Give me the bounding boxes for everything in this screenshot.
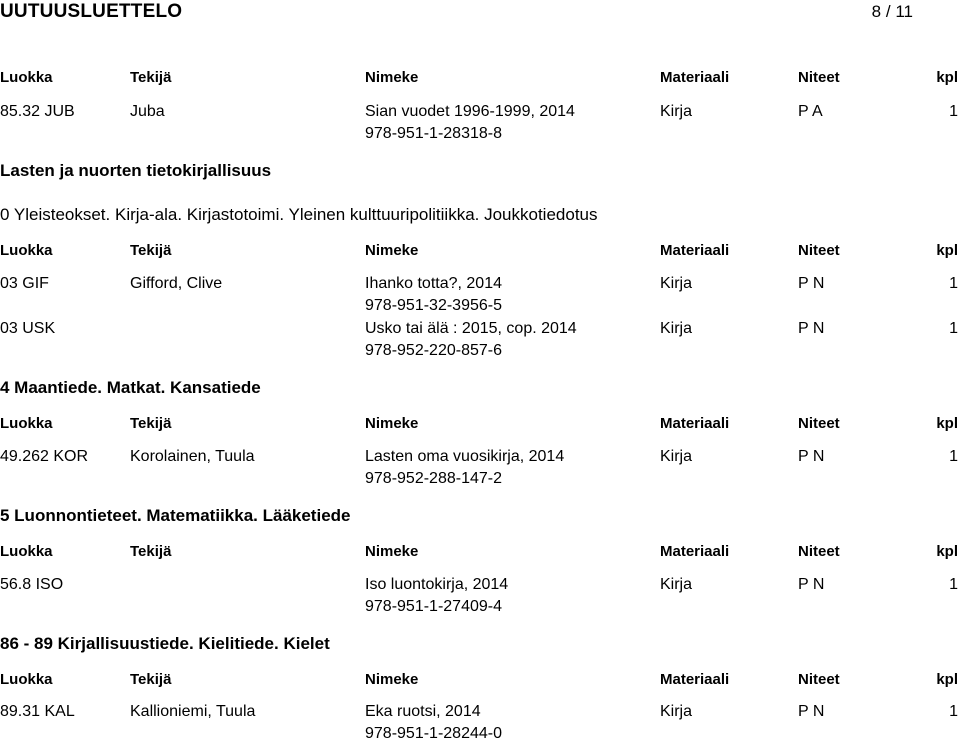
column-header-luokka: Luokka <box>0 69 53 86</box>
column-header-niteet: Niteet <box>798 242 840 259</box>
column-header-niteet: Niteet <box>798 671 840 688</box>
table-header <box>0 242 960 262</box>
current-page: 8 <box>871 2 882 21</box>
column-header-materiaali: Materiaali <box>660 242 730 259</box>
column-header-nimeke: Nimeke <box>365 69 419 86</box>
column-header-luokka: Luokka <box>0 415 53 432</box>
column-header-tekija: Tekijä <box>130 415 172 432</box>
entry-luokka: 03 USK <box>0 320 56 337</box>
column-header-tekija: Tekijä <box>130 671 172 688</box>
entry-isbn: 978-952-288-147-2 <box>365 470 502 487</box>
column-header-nimeke: Nimeke <box>365 242 419 259</box>
column-header-tekija: Tekijä <box>130 69 172 86</box>
entry-nimeke: Lasten oma vuosikirja, 2014 <box>365 448 565 465</box>
column-header-nimeke: Nimeke <box>365 671 419 688</box>
column-header-niteet: Niteet <box>798 415 840 432</box>
entry-kpl: 1 <box>949 703 958 720</box>
column-header-luokka: Luokka <box>0 242 53 259</box>
entry-niteet: P N <box>798 320 825 337</box>
table-row <box>0 448 960 487</box>
entry-niteet: P N <box>798 275 825 292</box>
entry-niteet: P N <box>798 448 825 465</box>
section-heading: 4 Maantiede. Matkat. Kansatiede <box>0 378 261 397</box>
entry-niteet: P A <box>798 103 823 120</box>
column-header-materiaali: Materiaali <box>660 415 730 432</box>
entry-isbn: 978-951-1-28244-0 <box>365 725 502 742</box>
entry-luokka: 03 GIF <box>0 275 49 292</box>
column-header-nimeke: Nimeke <box>365 415 419 432</box>
entry-isbn: 978-951-1-28318-8 <box>365 125 502 142</box>
entry-niteet: P N <box>798 703 825 720</box>
column-header-materiaali: Materiaali <box>660 69 730 86</box>
entry-tekija: Korolainen, Tuula <box>130 448 255 465</box>
column-header-niteet: Niteet <box>798 69 840 86</box>
entry-tekija: Kallioniemi, Tuula <box>130 703 256 720</box>
column-header-nimeke: Nimeke <box>365 543 419 560</box>
entry-nimeke: Ihanko totta?, 2014 <box>365 275 502 292</box>
entry-isbn: 978-952-220-857-6 <box>365 342 502 359</box>
page-number <box>872 2 913 22</box>
entry-kpl: 1 <box>949 103 958 120</box>
column-header-kpl: kpl <box>936 671 958 688</box>
entry-luokka: 56.8 ISO <box>0 576 64 593</box>
entry-tekija: Gifford, Clive <box>130 275 223 292</box>
entry-nimeke: Eka ruotsi, 2014 <box>365 703 481 720</box>
entry-materiaali: Kirja <box>660 448 693 465</box>
table-row <box>0 103 960 142</box>
section-heading: 86 - 89 Kirjallisuustiede. Kielitiede. Kielet <box>0 634 330 653</box>
table-header <box>0 69 960 89</box>
column-header-kpl: kpl <box>936 415 958 432</box>
entry-kpl: 1 <box>949 320 958 337</box>
entry-materiaali: Kirja <box>660 703 693 720</box>
entry-luokka: 49.262 KOR <box>0 448 89 465</box>
table-header <box>0 543 960 563</box>
column-header-luokka: Luokka <box>0 671 53 688</box>
entry-luokka: 85.32 JUB <box>0 103 75 120</box>
column-header-luokka: Luokka <box>0 543 53 560</box>
table-row <box>0 275 960 314</box>
entry-nimeke: Iso luontokirja, 2014 <box>365 576 509 593</box>
column-header-materiaali: Materiaali <box>660 671 730 688</box>
entry-isbn: 978-951-1-27409-4 <box>365 598 502 615</box>
column-header-tekija: Tekijä <box>130 242 172 259</box>
entry-nimeke: Usko tai älä : 2015, cop. 2014 <box>365 320 577 337</box>
column-header-kpl: kpl <box>936 543 958 560</box>
column-header-kpl: kpl <box>936 69 958 86</box>
table-row <box>0 576 960 615</box>
entry-luokka: 89.31 KAL <box>0 703 75 720</box>
document-title: UUTUUSLUETTELO <box>0 1 183 22</box>
entry-tekija: Juba <box>130 103 165 120</box>
entry-materiaali: Kirja <box>660 576 693 593</box>
entry-materiaali: Kirja <box>660 103 693 120</box>
column-header-niteet: Niteet <box>798 543 840 560</box>
entry-materiaali: Kirja <box>660 320 693 337</box>
category-heading: Lasten ja nuorten tietokirjallisuus <box>0 161 272 180</box>
table-header <box>0 671 960 691</box>
page-separator: / <box>885 2 891 21</box>
column-header-tekija: Tekijä <box>130 543 172 560</box>
entry-nimeke: Sian vuodet 1996-1999, 2014 <box>365 103 575 120</box>
entry-kpl: 1 <box>949 576 958 593</box>
table-header <box>0 415 960 435</box>
entry-niteet: P N <box>798 576 825 593</box>
entry-isbn: 978-951-32-3956-5 <box>365 297 502 314</box>
entry-kpl: 1 <box>949 448 958 465</box>
section-heading: 5 Luonnontieteet. Matematiikka. Lääketiede <box>0 506 351 525</box>
column-header-kpl: kpl <box>936 242 958 259</box>
section-heading: 0 Yleisteokset. Kirja-ala. Kirjastotoimi. Yleinen kulttuuripolitiikka. Joukkotiedotus <box>0 205 598 224</box>
table-row <box>0 703 960 742</box>
entry-materiaali: Kirja <box>660 275 693 292</box>
entry-kpl: 1 <box>949 275 958 292</box>
column-header-materiaali: Materiaali <box>660 543 730 560</box>
total-pages: 11 <box>895 2 913 21</box>
table-row <box>0 320 960 359</box>
